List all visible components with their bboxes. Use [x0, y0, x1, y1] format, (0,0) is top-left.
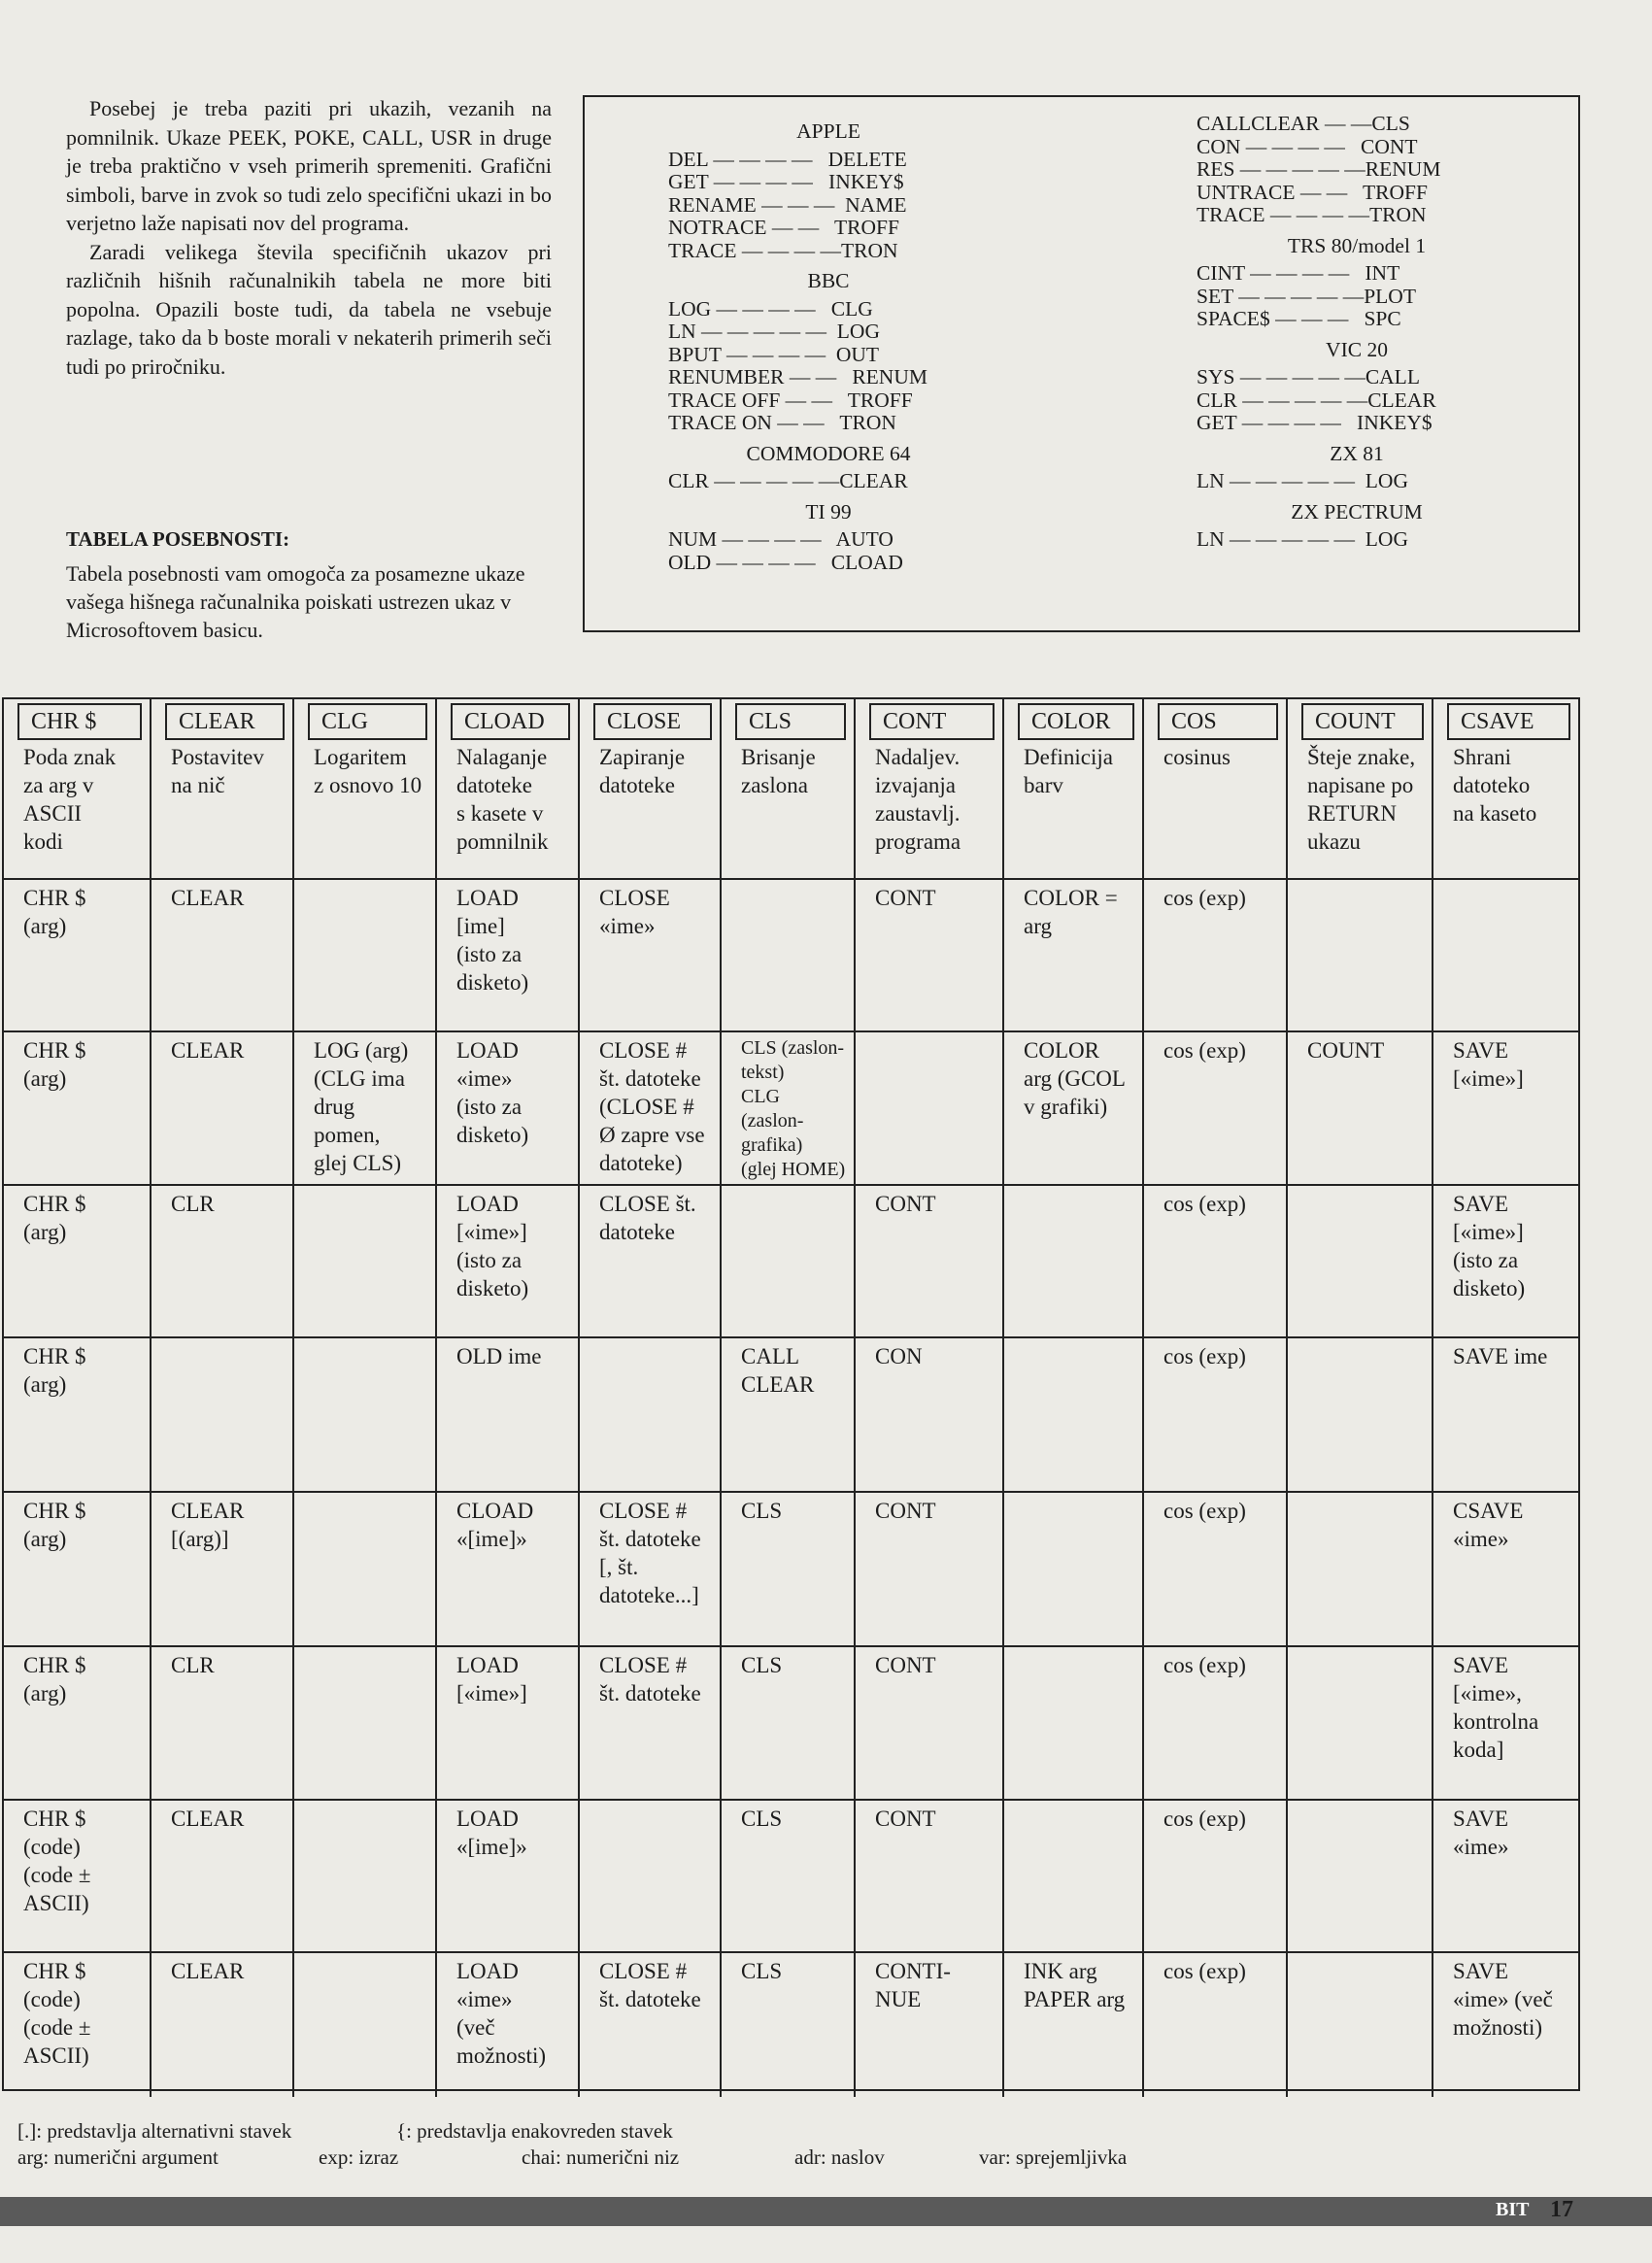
header-command: COLOR: [1018, 703, 1134, 740]
table-cell: [580, 1493, 722, 1647]
table-cell: [4, 1186, 152, 1338]
table-cell-text: cos (exp): [1163, 1653, 1246, 1677]
keyword-row: GET — — — — INKEY$: [1197, 411, 1433, 434]
keyword-row: TRACE — — — —TRON: [1197, 203, 1427, 226]
intro-paragraph-1: Posebej je treba paziti pri ukazih, vezanih na pomnilnik. Ukaze PEEK, POKE, CALL, USR in druge je treba praktično v vseh primerih spremeniti. Grafični simboli, barve in zvok so tudi zelo specifični ukazi in bo verjetno laže napisati nov del programa.: [66, 96, 552, 235]
table-cell: [4, 1493, 152, 1647]
table-cell-text: OLD ime: [456, 1344, 542, 1368]
table-cell-text: CLS: [741, 1653, 783, 1677]
legend-alternative: [.]: predstavlja alternativni stavek: [17, 2119, 292, 2143]
header-description: Poda znak za arg v ASCII kodi: [23, 745, 117, 854]
table-cell: [152, 1647, 294, 1801]
table-cell: [437, 880, 580, 1032]
table-cell-text: LOAD [ime] (isto za disketo): [456, 886, 529, 995]
table-cell-text: CLR: [171, 1653, 215, 1677]
table-cell: [4, 880, 152, 1032]
table-cell: [580, 1953, 722, 2097]
table-cell: [1144, 1186, 1288, 1338]
table-cell: [152, 1032, 294, 1186]
keyword-group-title: TRS 80/model 1: [1287, 233, 1427, 257]
table-cell-text: CLOAD «[ime]»: [456, 1499, 534, 1551]
keyword-row: CON — — — — CONT: [1197, 134, 1418, 158]
table-cell: [1288, 1493, 1433, 1647]
keyword-group-title: TI 99: [805, 499, 852, 524]
table-cell: [1004, 880, 1144, 1032]
table-cell: [1433, 1647, 1578, 1801]
table-cell: [722, 1338, 856, 1493]
keyword-row: CLR — — — — —CLEAR: [668, 469, 908, 492]
table-cell-text: CLS: [741, 1499, 783, 1523]
table-cell: [580, 1647, 722, 1801]
header-description: Nalaganje datoteke s kasete v pomnilnik: [456, 745, 549, 854]
table-cell: [4, 1801, 152, 1953]
table-cell: [580, 880, 722, 1032]
keyword-row: OLD — — — — CLOAD: [668, 550, 903, 574]
table-cell-text: CLOSE # št. datoteke [, št. datoteke...]: [599, 1499, 701, 1607]
legend-var: var: sprejemljivka: [979, 2145, 1128, 2169]
table-cell-text: LOG (arg) (CLG ima drug pomen, glej CLS): [314, 1038, 409, 1175]
table-cell-text: CLR: [171, 1192, 215, 1216]
table-cell: [856, 1493, 1004, 1647]
table-cell: [294, 1953, 437, 2097]
table-cell-text: CLOSE # št. datoteke (CLOSE # Ø zapre vse datoteke): [599, 1038, 705, 1175]
table-cell: [1288, 1801, 1433, 1953]
table-cell: [1004, 1647, 1144, 1801]
table-cell: [1433, 1186, 1578, 1338]
table-cell: [1288, 1647, 1433, 1801]
table-cell-text: CLEAR: [171, 886, 245, 910]
table-cell-text: SAVE [«ime»]: [1453, 1038, 1524, 1091]
table-cell-text: CHR $ (arg): [23, 1192, 86, 1244]
table-cell-text: LOAD [«ime»] (isto za disketo): [456, 1192, 529, 1300]
table-cell: [1004, 1493, 1144, 1647]
keyword-group-title: VIC 20: [1326, 337, 1388, 361]
table-cell: [437, 1647, 580, 1801]
table-cell-text: CLEAR [(arg)]: [171, 1499, 245, 1551]
table-cell-text: cos (exp): [1163, 1807, 1246, 1831]
table-cell: [437, 1493, 580, 1647]
intro-text: [66, 94, 552, 381]
table-cell-text: cos (exp): [1163, 1959, 1246, 1983]
header-cell: [437, 699, 580, 880]
table-cell: [437, 1801, 580, 1953]
section-text: Tabela posebnosti vam omogoča za posamezne ukaze vašega hišnega računalnika poiskati ustrezen ukaz v Microsoftovem basicu.: [66, 561, 525, 642]
header-command: CHR $: [17, 703, 142, 740]
table-cell: [1144, 1338, 1288, 1493]
table-cell: [1144, 1493, 1288, 1647]
table-cell: [722, 1647, 856, 1801]
table-cell-text: CLS: [741, 1807, 783, 1831]
table-cell: [722, 1186, 856, 1338]
header-description: Zapiranje datoteke: [599, 745, 686, 797]
table-cell-text: SAVE «ime»: [1453, 1807, 1509, 1859]
magazine-brand: BIT: [1496, 2199, 1530, 2220]
keyword-row: RENAME — — — NAME: [668, 192, 907, 217]
table-cell: [152, 1493, 294, 1647]
keyword-row: NOTRACE — — TROFF: [668, 216, 899, 239]
table-cell-text: CALL CLEAR: [741, 1344, 815, 1397]
header-description: Nadaljev. izvajanja zaustavlj. programa: [875, 745, 961, 854]
table-cell: [437, 1032, 580, 1186]
table-cell-text: LOAD «ime» (isto za disketo): [456, 1038, 529, 1147]
header-description: Logaritem z osnovo 10: [314, 745, 422, 797]
table-cell: [1144, 1801, 1288, 1953]
header-cell: [1004, 699, 1144, 880]
keyword-row: RES — — — — —RENUM: [1197, 157, 1441, 181]
table-cell-text: CLS: [741, 1959, 783, 1983]
table-cell: [152, 1186, 294, 1338]
table-cell: [4, 1953, 152, 2097]
table-cell-text: CLEAR: [171, 1959, 245, 1983]
table-cell-text: SAVE «ime» (več možnosti): [1453, 1959, 1553, 2040]
keyword-row: SYS — — — — —CALL: [1197, 365, 1420, 388]
header-description: Postavitev na nič: [171, 745, 264, 797]
keyword-row: TRACE OFF — — TROFF: [668, 388, 913, 412]
table-cell-text: CLS (zaslon- tekst) CLG (zaslon- grafika) (glej HOME): [741, 1037, 846, 1180]
table-cell: [1433, 880, 1578, 1032]
keyword-row: DEL — — — — DELETE: [668, 147, 907, 171]
table-cell: [580, 1338, 722, 1493]
intro-paragraph-2: Zaradi velikega števila specifičnih ukazov pri različnih hišnih računalnikih tabela ne more biti popolna. Opazili boste tudi, da tabela ne vsebuje razlage, tako da b boste morali v nekaterih primerih seči tudi po priročniku.: [66, 239, 552, 379]
keyword-group-title: ZX PECTRUM: [1291, 499, 1423, 524]
keyword-row: LN — — — — — LOG: [1197, 469, 1408, 492]
header-description: Definicija barv: [1024, 745, 1113, 797]
keyword-equivalence-box: [583, 95, 1580, 632]
table-cell-text: CLEAR: [171, 1038, 245, 1063]
table-cell: [722, 880, 856, 1032]
keyword-row: LN — — — — — LOG: [1197, 527, 1408, 551]
header-description: Brisanje zaslona: [741, 745, 816, 797]
table-cell-text: cos (exp): [1163, 1344, 1246, 1368]
table-cell: [1433, 1032, 1578, 1186]
table-cell: [1288, 1953, 1433, 2097]
table-cell: [1288, 880, 1433, 1032]
table-cell: [856, 1186, 1004, 1338]
table-cell: [294, 880, 437, 1032]
table-cell: [1004, 1338, 1144, 1493]
header-command: CLG: [308, 703, 427, 740]
table-cell-text: SAVE [«ime»] (isto za disketo): [1453, 1192, 1526, 1300]
table-cell-text: CONT: [875, 1192, 936, 1216]
table-cell: [580, 1186, 722, 1338]
keyword-row: GET — — — — INKEY$: [668, 170, 904, 193]
keyword-row: UNTRACE — — TROFF: [1197, 180, 1428, 204]
table-cell: [1004, 1186, 1144, 1338]
table-cell: [856, 880, 1004, 1032]
legend-chai: chai: numerični niz: [522, 2145, 680, 2169]
table-cell: [294, 1801, 437, 1953]
table-cell-text: CLOSE «ime»: [599, 886, 670, 938]
table-cell-text: CONT: [875, 1653, 936, 1677]
table-cell: [1144, 1647, 1288, 1801]
keyword-row: LN — — — — — LOG: [668, 320, 880, 343]
table-cell: [152, 1338, 294, 1493]
keyword-column-right: [1197, 113, 1517, 552]
table-cell: [722, 1953, 856, 2097]
table-cell-text: SAVE ime: [1453, 1344, 1548, 1368]
header-cell: [1433, 699, 1578, 880]
table-cell-text: CLEAR: [171, 1807, 245, 1831]
table-cell-text: cos (exp): [1163, 1192, 1246, 1216]
table-cell: [294, 1647, 437, 1801]
table-cell: [1433, 1338, 1578, 1493]
table-cell-text: CHR $ (arg): [23, 1038, 86, 1091]
header-command: CLEAR: [165, 703, 285, 740]
header-cell: [294, 699, 437, 880]
section-heading: TABELA POSEBNOSTI:: [66, 527, 290, 551]
table-cell: [294, 1032, 437, 1186]
table-cell-text: CLOSE # št. datoteke: [599, 1653, 701, 1706]
table-cell: [722, 1032, 856, 1186]
page-number: 17: [1550, 2197, 1573, 2222]
table-cell-text: CHR $ (arg): [23, 1499, 86, 1551]
table-cell-text: CONT: [875, 886, 936, 910]
header-command: CLOSE: [593, 703, 712, 740]
table-cell-text: CONTI- NUE: [875, 1959, 951, 2011]
table-cell: [294, 1493, 437, 1647]
table-cell: [1144, 1032, 1288, 1186]
table-cell-text: CHR $ (arg): [23, 886, 86, 938]
keyword-row: CALLCLEAR — —CLS: [1197, 112, 1410, 135]
header-cell: [1144, 699, 1288, 880]
keyword-row: RENUMBER — — RENUM: [668, 365, 927, 388]
header-cell: [1288, 699, 1433, 880]
table-cell: [1144, 1953, 1288, 2097]
table-cell: [856, 1647, 1004, 1801]
table-cell-text: cos (exp): [1163, 886, 1246, 910]
table-cell-text: CHR $ (code) (code ± ASCII): [23, 1807, 91, 1915]
header-description: Šteje znake, napisane po RETURN ukazu: [1307, 745, 1416, 854]
table-cell-text: CHR $ (arg): [23, 1344, 86, 1397]
header-cell: [722, 699, 856, 880]
table-cell-text: INK arg PAPER arg: [1024, 1959, 1126, 2011]
legend-exp: exp: izraz: [319, 2145, 399, 2169]
table-cell: [580, 1032, 722, 1186]
footer-bar: [0, 2197, 1652, 2226]
legend-adr: adr: naslov: [794, 2145, 885, 2169]
keyword-group-title: APPLE: [796, 119, 860, 143]
keyword-row: BPUT — — — — OUT: [668, 342, 880, 366]
header-cell: [4, 699, 152, 880]
table-cell: [437, 1953, 580, 2097]
header-command: CLOAD: [451, 703, 570, 740]
table-cell: [152, 1953, 294, 2097]
header-command: COUNT: [1301, 703, 1424, 740]
keyword-group-title: ZX 81: [1330, 441, 1384, 465]
table-cell: [722, 1801, 856, 1953]
table-cell-text: CONT: [875, 1807, 936, 1831]
table-cell: [1004, 1032, 1144, 1186]
keyword-group-title: COMMODORE 64: [746, 441, 911, 465]
table-cell: [437, 1338, 580, 1493]
table-cell-text: cos (exp): [1163, 1038, 1246, 1063]
table-cell-text: LOAD [«ime»]: [456, 1653, 527, 1706]
keyword-row: TRACE ON — — TRON: [668, 411, 896, 434]
header-command: CONT: [869, 703, 995, 740]
table-cell-text: COUNT: [1307, 1038, 1385, 1063]
keyword-group-title: BBC: [807, 269, 850, 292]
table-cell: [4, 1338, 152, 1493]
table-cell: [4, 1032, 152, 1186]
header-command: CLS: [735, 703, 846, 740]
keyword-column-left: [668, 113, 989, 574]
command-comparison-table: [2, 697, 1580, 2091]
table-cell-text: COLOR = arg: [1024, 886, 1118, 938]
table-cell-text: COLOR arg (GCOL v grafiki): [1024, 1038, 1126, 1119]
table-cell: [1433, 1953, 1578, 2097]
table-cell: [856, 1953, 1004, 2097]
table-cell: [580, 1801, 722, 1953]
table-cell: [294, 1338, 437, 1493]
table-cell: [856, 1801, 1004, 1953]
header-description: Shrani datoteko na kaseto: [1453, 745, 1537, 826]
table-cell-text: CONT: [875, 1499, 936, 1523]
table-cell-text: CLOSE # št. datoteke: [599, 1959, 701, 2011]
header-command: COS: [1158, 703, 1278, 740]
table-cell: [4, 1647, 152, 1801]
legend-equivalent: {: predstavlja enakovreden stavek: [396, 2119, 673, 2143]
header-cell: [580, 699, 722, 880]
keyword-row: CINT — — — — INT: [1197, 261, 1400, 285]
keyword-row: LOG — — — — CLG: [668, 296, 873, 321]
table-cell: [152, 1801, 294, 1953]
table-cell: [294, 1186, 437, 1338]
header-cell: [856, 699, 1004, 880]
table-cell-text: CHR $ (arg): [23, 1653, 86, 1706]
table-cell: [856, 1338, 1004, 1493]
table-cell: [437, 1186, 580, 1338]
table-cell: [1004, 1953, 1144, 2097]
table-cell-text: CHR $ (code) (code ± ASCII): [23, 1959, 91, 2068]
table-cell-text: CLOSE št. datoteke: [599, 1192, 696, 1244]
header-cell: [152, 699, 294, 880]
keyword-row: SET — — — — —PLOT: [1197, 284, 1416, 308]
table-cell-text: SAVE [«ime», kontrolna koda]: [1453, 1653, 1539, 1762]
table-cell: [1004, 1801, 1144, 1953]
keyword-row: TRACE — — — —TRON: [668, 238, 898, 262]
table-cell: [1433, 1493, 1578, 1647]
table-cell: [856, 1032, 1004, 1186]
table-cell-text: CON: [875, 1344, 923, 1368]
table-cell: [152, 880, 294, 1032]
table-cell: [1288, 1186, 1433, 1338]
table-cell-text: CSAVE «ime»: [1453, 1499, 1524, 1551]
header-description: cosinus: [1163, 745, 1231, 769]
keyword-row: SPACE$ — — — SPC: [1197, 307, 1401, 330]
table-cell: [1288, 1338, 1433, 1493]
table-cell: [1288, 1032, 1433, 1186]
table-cell-text: cos (exp): [1163, 1499, 1246, 1523]
table-cell: [722, 1493, 856, 1647]
table-cell: [1144, 880, 1288, 1032]
table-cell: [1433, 1801, 1578, 1953]
keyword-row: NUM — — — — AUTO: [668, 527, 893, 551]
legend-arg: arg: numerični argument: [17, 2145, 219, 2169]
keyword-row: CLR — — — — —CLEAR: [1197, 388, 1436, 412]
header-command: CSAVE: [1447, 703, 1570, 740]
table-cell-text: LOAD «ime» (več možnosti): [456, 1959, 546, 2068]
table-cell-text: LOAD «[ime]»: [456, 1807, 527, 1859]
